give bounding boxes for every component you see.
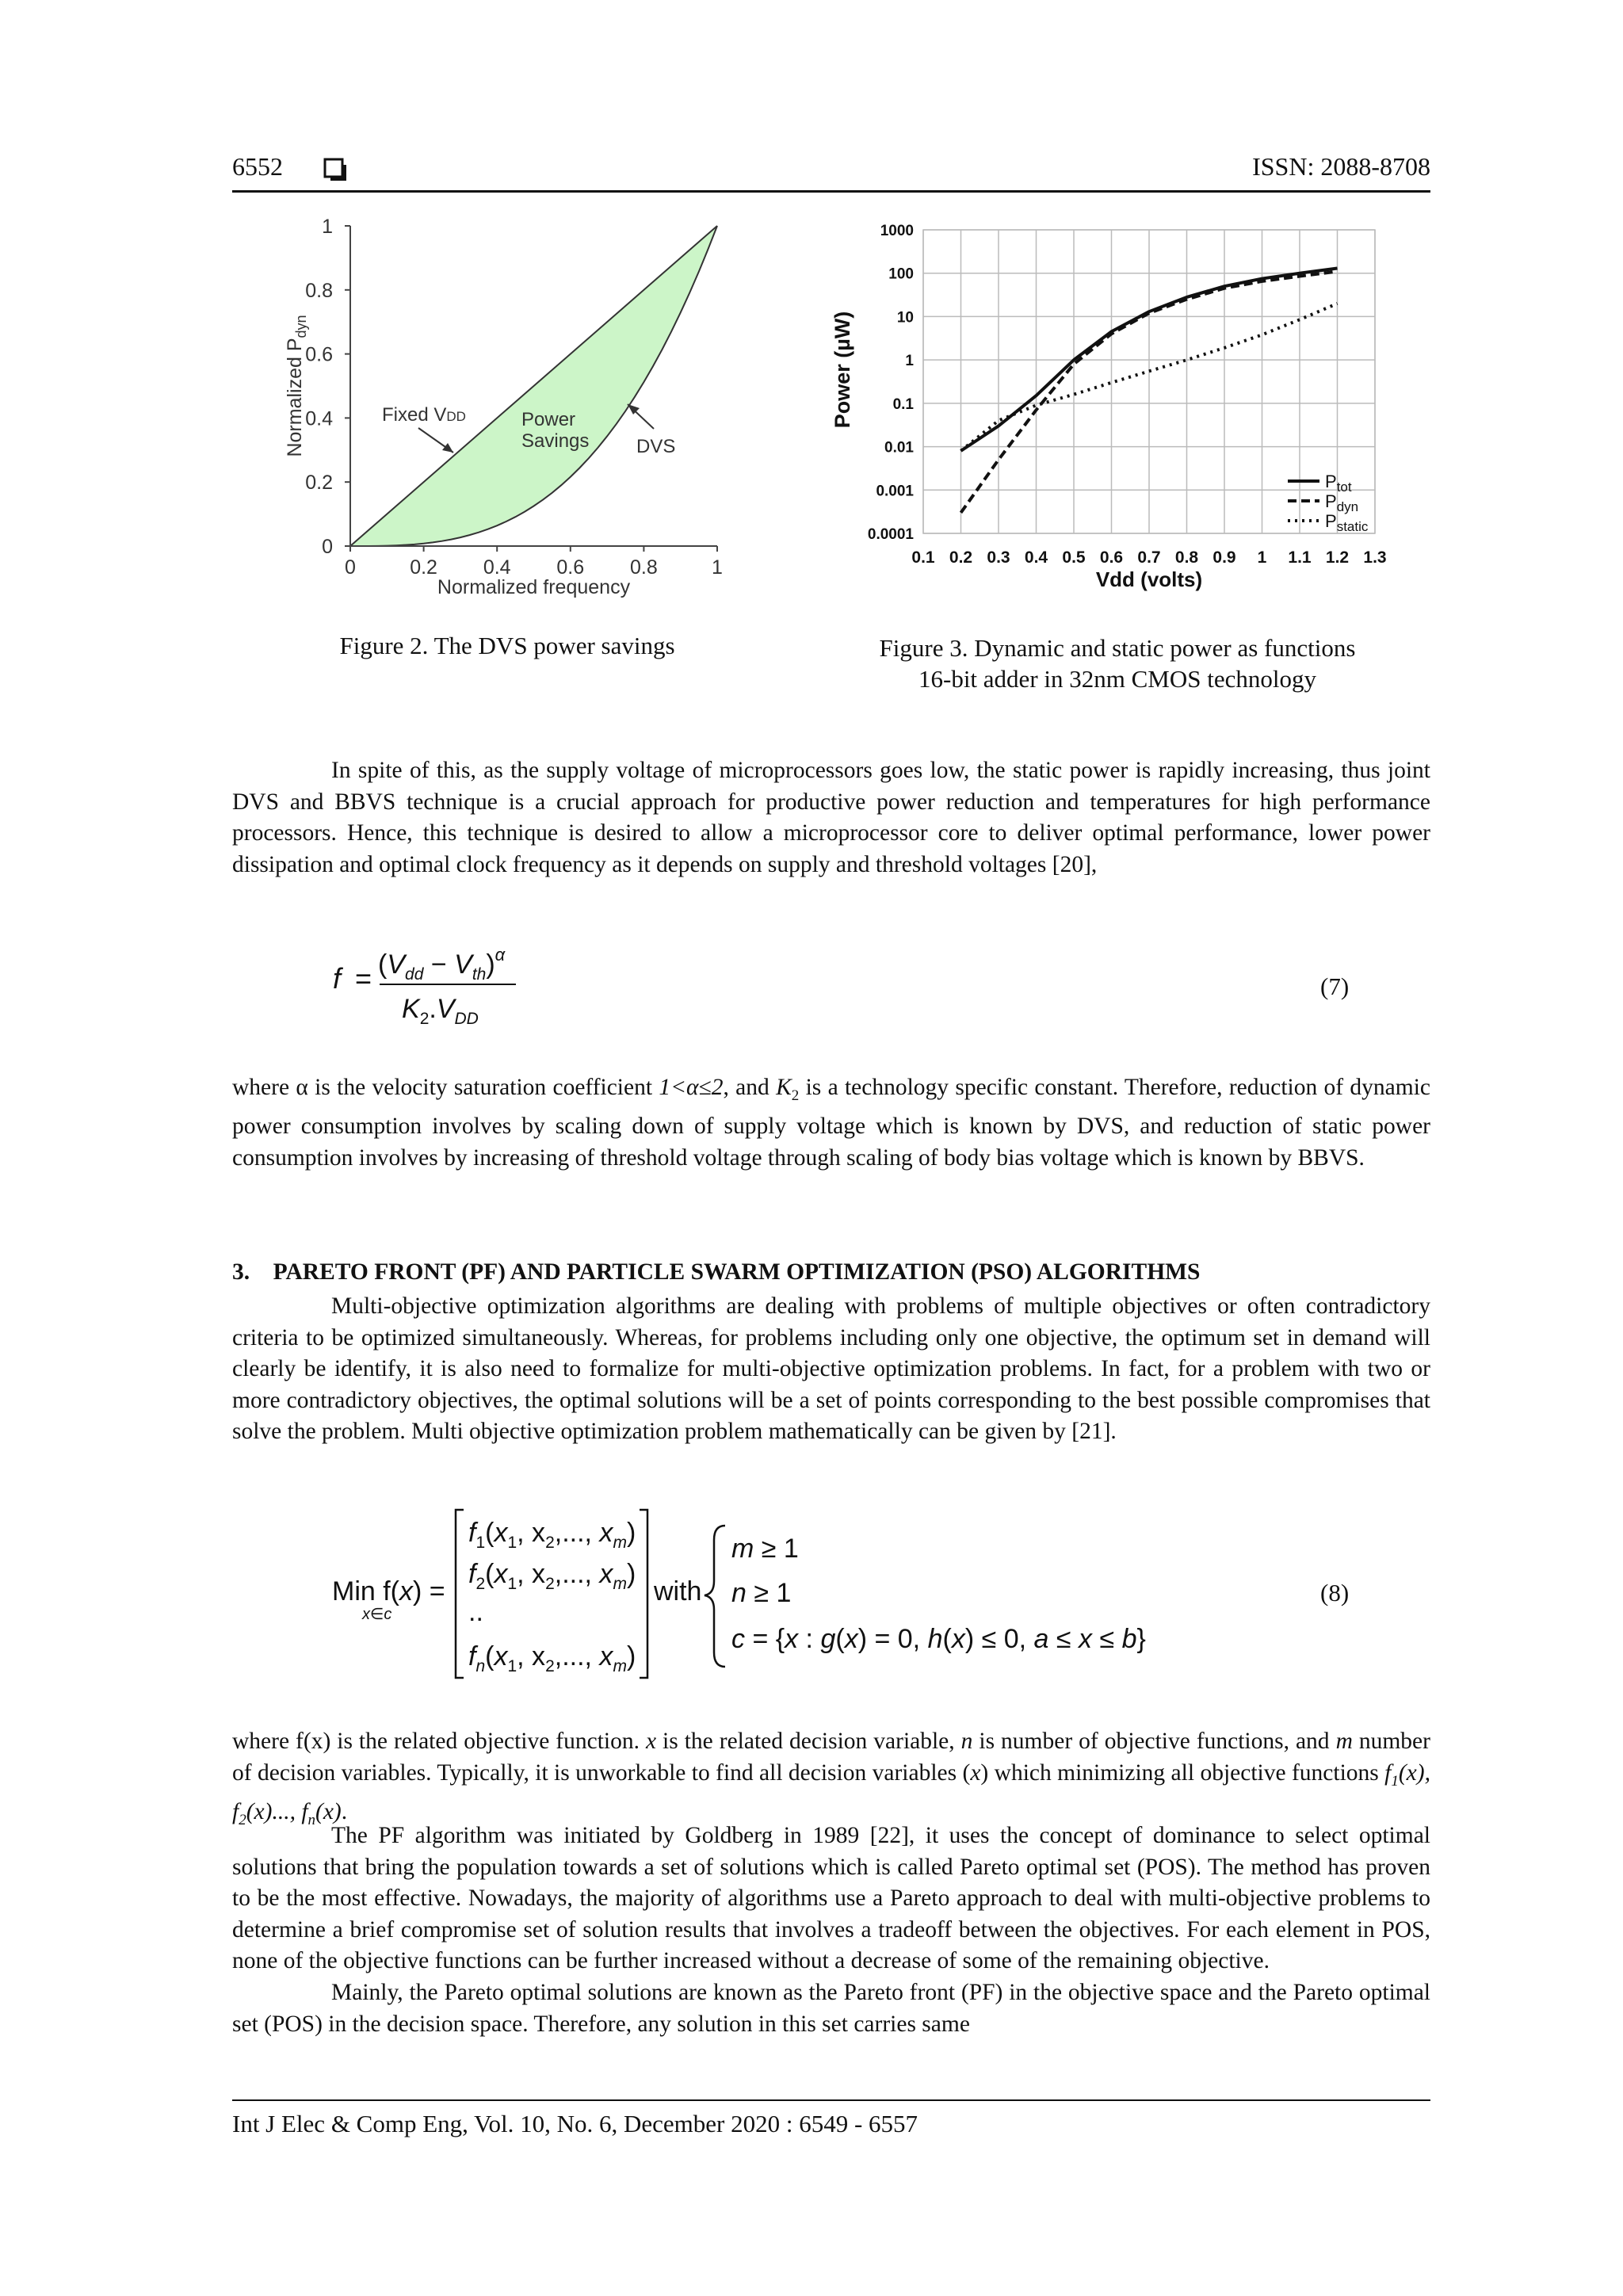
paragraph-6: Mainly, the Pareto optimal solutions are known as the Pareto front (PF) in the objective space and the Pareto optimal set (POS) in the decision space. Therefore, any solution in this set carries same (232, 1980, 1430, 2037)
y-axis-title: Normalized $P_{dyn}$ (284, 315, 309, 457)
legend-label-pstatic: $P_{static}$ (1325, 511, 1369, 534)
svg-text:Min f(x) =: Min f(x) = (332, 1576, 445, 1606)
paragraph-3: Multi-objective optimization algorithms are dealing with problems of multiple objectives or often contradictory criteria to be optimized simultaneously. Whereas, for problems including only one objective, the optimum set in demand will clearly be identify, it is also need to formalize for multi-objective optimization problems. In fact, for a problem with two or more contradictory objectives, the optimal solutions will be a set of points corresponding to the best possible compromises that solve the problem. Multi objective optimization problem mathematically can be given by [21]. (232, 1293, 1430, 1444)
x-tick-label: 0 (345, 556, 356, 579)
y-tick-label: 0.4 (305, 407, 333, 430)
x-tick-label: 0.8 (630, 556, 658, 579)
y-tick-label: 1 (905, 353, 914, 370)
power-savings-label-2: Savings (521, 430, 590, 452)
equation-8 (329, 1502, 1146, 1688)
y-tick-label: 0.6 (305, 343, 333, 366)
issn: ISSN: 2088-8708 (1252, 152, 1430, 181)
svg-text:m ≥ 1: m ≥ 1 (731, 1534, 799, 1564)
paragraph-1-text: In spite of this, as the supply voltage of microprocessors goes low, the static power is rapidly increasing, thus joint DVS and BBVS technique is a crucial approach for productive power reduction and temperatures for high performance processors. Hence, this technique is desired to allow a microprocessor core to deliver optimal performance, lower power dissipation and optimal clock frequency as it depends on supply and threshold voltages [20], (232, 758, 1430, 877)
figure-3-chart (824, 210, 1411, 606)
x-tick-label: 1 (712, 556, 723, 579)
footer-rule (232, 2099, 1430, 2101)
y-tick-label: 1 (322, 216, 333, 238)
dvs-label: DVS (636, 436, 676, 457)
y-tick-label: 0.8 (305, 279, 333, 302)
svg-text:=: = (355, 962, 372, 995)
x-tick-label: 1.3 (1363, 548, 1387, 567)
figure-2-chart (277, 210, 745, 606)
equation-8-number: (8) (1320, 1579, 1350, 1606)
x-tick-label: 0.1 (911, 548, 935, 567)
svg-text:x∈c: x∈c (362, 1606, 392, 1623)
section-3-heading: 3. PARETO FRONT (PF) AND PARTICLE SWARM OPTIMIZATION (PSO) ALGORITHMS (232, 1259, 1201, 1285)
y-tick-label: 0.01 (884, 439, 914, 457)
x-tick-label: 0.4 (1024, 548, 1048, 567)
y-tick-label: 10 (896, 309, 914, 327)
legend-label-ptot: $P_{tot}$ (1325, 472, 1352, 495)
svg-text:f2(x1, x2,..., xm): $f_2(x_1$, $x_2$,..., $x_m$) (468, 1559, 636, 1593)
y-tick-label: 100 (888, 266, 914, 283)
x-axis-title: Vdd (volts) (1095, 567, 1203, 591)
y-axis-title: Power (µW) (831, 311, 854, 429)
legend-label-pdyn: $P_{dyn}$ (1325, 491, 1359, 514)
y-tick-label: 0.0001 (867, 526, 914, 543)
svg-text:with: with (654, 1576, 702, 1606)
fixed-vdd-label: Fixed VDD (382, 404, 466, 426)
svg-text:n ≥ 1: n ≥ 1 (731, 1578, 792, 1608)
paragraph-5: The PF algorithm was initiated by Goldberg in 1989 [22], it uses the concept of dominance to select optimal solutions that bring the population towards a set of solutions which is called Pareto optimal set (POS). The method has proven to be the most effective. Nowadays, the majority of algorithms use a Pareto approach to deal with multi-objective problems to determine a brief compromise set of solution results that involves a tradeoff between the objectives. For each element in POS, none of the objective functions can be further increased without a decrease of some of the remaining objective. (232, 1823, 1430, 1973)
x-tick-label: 1.1 (1288, 548, 1312, 567)
x-tick-label: 0.2 (949, 548, 973, 567)
header-rule (232, 190, 1430, 193)
svg-text:f1(x1, x2,..., xm): $f_1(x_1$, $x_2$,..., $x_m$) (468, 1518, 636, 1552)
x-tick-label: 0.2 (410, 556, 437, 579)
footer-text: Int J Elec & Comp Eng, Vol. 10, No. 6, December 2020 : 6549 - 6557 (232, 2110, 918, 2137)
figure-3-caption (824, 632, 1411, 694)
paragraph-1 (232, 755, 1430, 881)
y-tick-label: 1000 (880, 223, 914, 239)
figure-3-caption-line1: Figure 3. Dynamic and static power as functions (879, 634, 1356, 662)
checkbox-square-icon (323, 158, 347, 181)
x-tick-label: 0.4 (483, 556, 511, 579)
figure-2-caption: Figure 2. The DVS power savings (339, 632, 675, 659)
svg-text:c = {x : g(x) = 0, h(x) ≤ 0, a: c = {x : g(x) = 0, h(x) ≤ 0, a ≤ x ≤ b} (731, 1624, 1146, 1654)
x-tick-label: 0.5 (1062, 548, 1086, 567)
x-tick-label: 0.9 (1212, 548, 1236, 567)
svg-text:K2.VDD: $K_2.V_{DD}$ (402, 994, 479, 1028)
page-number: 6552 (232, 152, 283, 181)
x-tick-label: 0.8 (1174, 548, 1199, 567)
x-tick-label: 0.3 (987, 548, 1010, 567)
equation-7-number: (7) (1320, 972, 1350, 1000)
x-tick-label: 1.2 (1325, 548, 1350, 567)
x-tick-label: 0.7 (1137, 548, 1161, 567)
svg-text:fn(x1, x2,..., xm): $f_n(x_1$, $x_2$,..., $x_m$) (468, 1641, 636, 1675)
paragraph-4: where f(x) is the related objective function. x is the related decision variable, n is number of objective functions, and m number of decision variables. Typically, it is unworkable to find all decision variables (x) which minimizing all objective functions $f_1(x)$, $f_2(x)$..., $f_n(x)$. (232, 1729, 1430, 1828)
paragraph-2: where α is the velocity saturation coefficient 1<α≤2, and $K_2$ is a technology specific constant. Therefore, reduction of dynamic power consumption involves by scaling down of supply voltage which is known by DVS, and reduction of static power consumption involves by increasing of threshold voltage through scaling of body bias voltage which is known by BBVS. (232, 1075, 1431, 1171)
figure-3-caption-line2: 16-bit adder in 32nm CMOS technology (918, 665, 1316, 693)
x-tick-label: 0.6 (1099, 548, 1124, 567)
x-tick-label: 0.6 (556, 556, 585, 579)
x-axis-title: Normalized frequency (437, 576, 631, 598)
y-tick-label: 0 (322, 536, 333, 558)
x-tick-label: 1 (1257, 548, 1267, 567)
svg-text:..: .. (468, 1597, 483, 1627)
y-tick-label: 0.1 (892, 395, 914, 413)
equation-7 (329, 939, 535, 1034)
y-tick-label: 0.001 (876, 483, 914, 500)
y-tick-label: 0.2 (305, 472, 333, 495)
svg-text:(Vdd − Vth)α: $(V_{dd} - V_{th})^\alpha$ (378, 945, 506, 984)
power-savings-label-1: Power (521, 409, 576, 430)
svg-text:f: f (333, 962, 342, 995)
